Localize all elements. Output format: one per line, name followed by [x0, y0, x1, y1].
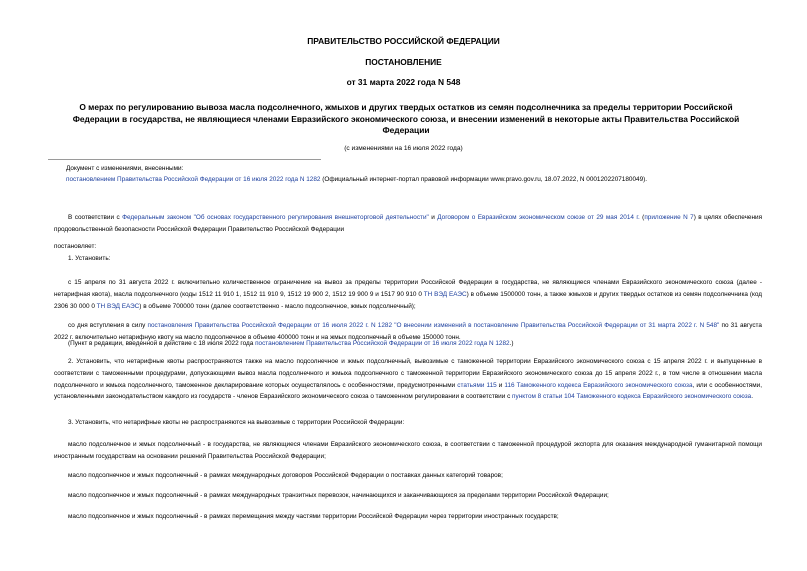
- item3-para-4: масло подсолнечное и жмых подсолнечный - в рамках перемещения между частями территории Российской Федерации через территории иностранных государств;: [68, 513, 559, 520]
- divider: [48, 159, 321, 160]
- preamble-text: В соответствии с: [68, 214, 123, 221]
- amendment-link[interactable]: постановлением Правительства Российской Федерации от 16 июля 2022 года N 1282: [66, 176, 321, 183]
- article-104-link[interactable]: пунктом 8 статьи 104 Таможенного кодекса Евразийского экономического союза: [512, 393, 752, 401]
- para-text: ) в объеме 700000 тонн (далее соответственно - масло подсолнечное, жмых подсолнечный);: [139, 302, 416, 310]
- para-text: .: [751, 393, 754, 401]
- item2-paragraph: [54, 356, 762, 403]
- para-text: 2. Установить, что нетарифные квоты распространяются также на масло подсолнечное и жмых подсолнечный, вывозимые с таможенной территории Евразийского экономического союза с 15 апреля 2022 г. и выпущенные в соответствии с таможенными процедурами, допускающими вывоз масла подсолнечного и жмыха подсолнечного с таможенной территории Евразийского экономического союза до 15 апреля 2022 г., в том числе в отношении масла подсолнечного и жмыха подсолнечного, таможенное декларирование которых осуществлялось с особенностями, предусмотренными: [54, 358, 762, 389]
- federal-law-link[interactable]: Федеральным законом "Об основах государственного регулирования внешнеторговой деятельности": [122, 214, 429, 221]
- note-text: (Пункт в редакции, введенной в действие с 18 июля 2022 года: [68, 340, 256, 347]
- preamble-text: и: [428, 214, 438, 221]
- para-text: , или с особенностями, установленными законодательством каждого из государств - членов Евразийского экономического союза о таможенном регулировании в соответствии с: [54, 381, 762, 401]
- eaeu-treaty-link[interactable]: Договором о Евразийском экономическом союзе от 29 мая 2014 г.: [437, 214, 640, 221]
- item3-para-3: масло подсолнечное и жмых подсолнечный - в рамках международных транзитных перевозок, начинающихся и заканчивающихся за пределами территории Российской Федерации;: [68, 492, 609, 499]
- article-115-link[interactable]: статьями 115: [457, 381, 497, 389]
- document-type: ПОСТАНОВЛЕНИЕ: [365, 57, 442, 67]
- changes-rest: (Официальный интернет-портал правовой информации www.pravo.gov.ru, 18.07.2022, N 0001202207180049).: [320, 176, 648, 183]
- preamble-text: (: [639, 214, 645, 221]
- tnved-link[interactable]: ТН ВЭД ЕАЭС: [96, 302, 140, 310]
- para-text: по 31 августа 2022 г. включительно нетарифную квоту на масло подсолнечное в объеме 400000 тонн и на жмых подсолнечный в объеме 150000 тонн.: [54, 322, 762, 341]
- para-text: со дня вступления в силу: [68, 322, 148, 329]
- decides-text: постановляет:: [54, 243, 97, 250]
- para-text: ) в объеме 1500000 тонн, а также жмыхов и других твердых остатков из семян подсолнечника (код 2306 30 000 0: [54, 290, 762, 310]
- item3-para-1: масло подсолнечное и жмых подсолнечный - в государства, не являющиеся членами Евразийского экономического союза, в соответствии с таможенной процедурой экспорта для оказания международной гуманитарной помощи иностранным государствам на основании решений Правительства Российской Федерации;: [54, 441, 762, 460]
- para-text: с 15 апреля по 31 августа 2022 г. включительно количественное ограничение на вывоз за пределы территории Российской Федерации в государства, не являющиеся членами Евразийского экономического союза (далее - нетарифная квота), масла подсолнечного (коды 1512 11 910 1, 1512 11 910 9, 1512 19 900 2, 1512 19 900 9 и 1517 90 910 0: [54, 279, 762, 298]
- tnved-link[interactable]: ТН ВЭД ЕАЭС: [423, 290, 467, 298]
- item1-para-a: [54, 277, 762, 312]
- revision-note-item1: [68, 339, 513, 350]
- document-date-number: от 31 марта 2022 года N 548: [346, 77, 461, 87]
- government-heading: ПРАВИТЕЛЬСТВО РОССИЙСКОЙ ФЕДЕРАЦИИ: [307, 36, 500, 46]
- item1-heading: 1. Установить:: [68, 255, 111, 262]
- para-text: и: [496, 381, 505, 389]
- changes-label: Документ с изменениями, внесенными:: [66, 165, 184, 172]
- article-116-link[interactable]: 116 Таможенного кодекса Евразийского экономического союза: [504, 381, 693, 389]
- item3-heading: 3. Установить, что нетарифные квоты не распространяются на вывозимые с территории Российской Федерации:: [68, 419, 405, 426]
- preamble-text: ) в целях обеспечения продовольственной безопасности Российской Федерации Правительство Российской Федерации: [54, 214, 763, 233]
- resolution-1282-note-link[interactable]: постановлением Правительства Российской Федерации от 16 июля 2022 года N 1282: [255, 340, 510, 347]
- note-text: .): [509, 340, 514, 347]
- annex7-link[interactable]: приложение N 7: [644, 214, 694, 221]
- revision-note: (с изменениями на 16 июля 2022 года): [344, 145, 463, 152]
- document-title: О мерах по регулированию вывоза масла подсолнечного, жмыхов и других твердых остатков из семян подсолнечника за пределы территории Российской Федерации в государства, не являющиеся членами Евразийского экономического союза, и внесении изменений в некоторые акты Правительства Российской Федерации: [72, 102, 740, 135]
- item3-para-2: масло подсолнечное и жмых подсолнечный - в рамках международных договоров Российской Федерации о поставках данных категорий товаров;: [68, 472, 503, 479]
- preamble: [54, 212, 762, 236]
- resolution-1282-link[interactable]: постановления Правительства Российской Федерации от 16 июля 2022 г. N 1282 "О внесении изменений в постановление Правительства Российской Федерации от 31 марта 2022 г. N 548": [147, 322, 720, 329]
- changes-line: [66, 175, 647, 186]
